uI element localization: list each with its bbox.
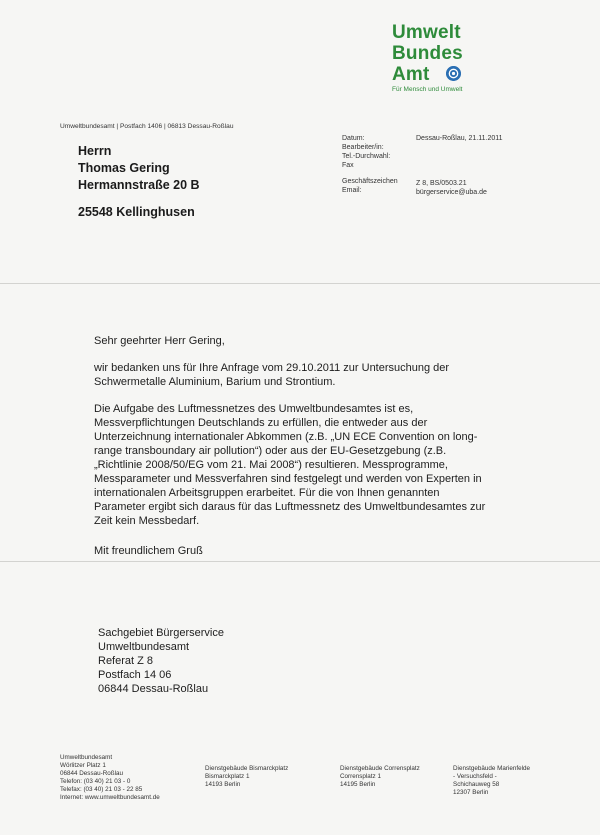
para2-line: Zeit kein Messbedarf. [94,515,200,527]
footer-col4-line: Dienstgebäude Marienfelde [453,765,531,772]
para2-line: range transboundary air pollution“) oder aus der EU-Gesetzgebung (z.B. [94,445,447,457]
meta-label-date: Datum: [342,135,365,142]
logo-tagline: Für Mensch und Umwelt [392,86,463,93]
para2-line: Messverpflichtungen Deutschlands zu erfüllen, die entweder aus der [94,417,428,429]
fold-line-lower [0,561,600,562]
para2-line: Die Aufgabe des Luftmessnetzes des Umweltbundesamtes ist es, [94,403,414,415]
footer-col3-line: Corrensplatz 1 [340,773,381,780]
footer-col1-line: 06844 Dessau-Roßlau [60,770,124,777]
sender-line: Umweltbundesamt | Postfach 1406 | 06813 Dessau-Roßlau [60,123,234,130]
closing: Mit freundlichem Gruß [94,545,203,557]
footer-col2-line: Dienstgebäude Bismarckplatz [205,765,289,772]
uba-logo [392,22,522,94]
footer-col4-line: Schichauweg 58 [453,781,500,788]
footer-col1-line: Umweltbundesamt [60,754,113,761]
footer-col2-line: 14193 Berlin [205,781,241,788]
meta-email: bürgerservice@uba.de [416,189,487,196]
para2-line: Unterzeichnung internationaler Abkommen (z.B. „UN ECE Convention on long- [94,431,478,443]
salutation: Sehr geehrter Herr Gering, [94,335,225,347]
fold-line-upper [0,283,600,284]
signature-line: Sachgebiet Bürgerservice [98,627,224,639]
signature-line: Referat Z 8 [98,655,154,667]
signature-line: Postfach 14 06 [98,669,172,681]
footer-website: Internet: www.umweltbundesamt.de [60,794,160,801]
para2-line: Messparameter und Messverfahren sind festgelegt und werden von Experten in [94,473,482,485]
para2-line: „Richtlinie 2008/50/EG vom 21. Mai 2008“) resultieren. Messprogramme, [94,459,448,471]
para1-line: wir bedanken uns für Ihre Anfrage vom 29.10.2011 zur Untersuchung der [94,362,450,374]
recipient-street: Hermannstraße 20 B [78,178,200,192]
meta-label-handler: Bearbeiter/in: [342,144,384,151]
meta-label-reference: Geschäftszeichen [342,178,398,185]
footer-col1-line: Telefon: (03 40) 21 03 - 0 [60,778,131,785]
logo-word-2: Bundes [392,43,463,64]
globe-icon [446,66,461,81]
footer-col3-line: Dienstgebäude Corrensplatz [340,765,420,772]
signature-line: 06844 Dessau-Roßlau [98,683,209,695]
footer-col3-line: 14195 Berlin [340,781,376,788]
logo-word-1: Umwelt [392,22,461,43]
recipient-name: Thomas Gering [78,161,170,175]
para2-line: Parameter ergibt sich daraus für das Luftmessnetz des Umweltbundesamtes zur [94,501,486,513]
footer-col1-line: Wörlitzer Platz 1 [60,762,106,769]
footer-col2-line: Bismarckplatz 1 [205,773,250,780]
meta-label-phone: Tel.-Durchwahl: [342,153,391,160]
meta-date: Dessau-Roßlau, 21.11.2011 [416,135,503,142]
footer-col4-line: 12307 Berlin [453,789,489,796]
logo-word-3: Amt [392,64,430,85]
meta-reference: Z 8, BS/0503.21 [416,180,467,187]
para1-line: Schwermetalle Aluminium, Barium und Strontium. [94,376,336,388]
para2-line: internationalen Arbeitsgruppen erarbeitet. Für die von Ihnen genannten [94,487,440,499]
footer-col4-line: - Versuchsfeld - [453,773,497,780]
meta-label-email: Email: [342,187,362,194]
recipient-salutation: Herrn [78,144,112,158]
signature-line: Umweltbundesamt [98,641,190,653]
footer-col1-line: Telefax: (03 40) 21 03 - 22 85 [60,786,143,793]
recipient-city: 25548 Kellinghusen [78,205,195,219]
meta-label-fax: Fax [342,162,354,169]
